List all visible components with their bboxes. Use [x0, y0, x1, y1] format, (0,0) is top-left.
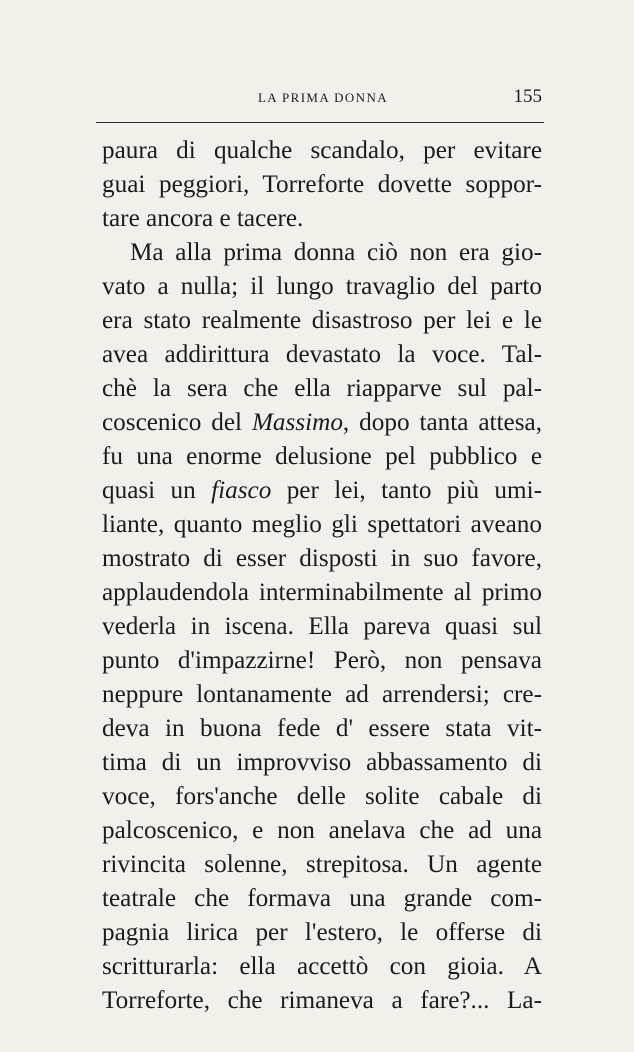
text-line: quasi un fiasco per lei, tanto più umi-	[102, 477, 542, 504]
text-line: applaudendola interminabilmente al primo	[102, 579, 542, 606]
text-line: chè la sera che ella riapparve sul pal-	[102, 375, 542, 402]
text-line: fu una enorme delusione pel pubblico e	[102, 443, 542, 470]
page-header	[104, 86, 542, 110]
text-line: vederla in iscena. Ella pareva quasi sul	[102, 613, 542, 640]
text-line: mostrato di esser disposti in suo favore,	[102, 545, 542, 572]
text-line: vato a nulla; il lungo travaglio del parto	[102, 273, 542, 300]
italic-term-massimo: Massimo	[251, 409, 343, 436]
page-number: 155	[513, 86, 542, 107]
running-title: LA PRIMA DONNA	[257, 90, 389, 105]
text-line: rivincita solenne, strepitosa. Un agente	[102, 851, 542, 878]
text-line: era stato realmente disastroso per lei e le	[102, 307, 542, 334]
text-line: pagnia lirica per l'estero, le offerse di	[102, 919, 542, 946]
text-line: palcoscenico, e non anelava che ad una	[102, 817, 542, 844]
text-line: neppure lontanamente ad arrendersi; cre-	[102, 681, 542, 708]
text-line: avea addirittura devastato la voce. Tal-	[102, 341, 542, 368]
text-line: paura di qualche scandalo, per evitare	[102, 137, 542, 164]
text-line: teatrale che formava una grande com-	[102, 885, 542, 912]
text-line: Torreforte, che rimaneva a fare?... La-	[102, 987, 542, 1014]
paragraph-first-line: Ma alla prima donna ciò non era gio-	[130, 239, 542, 266]
text-line: tare ancora e tacere.	[102, 205, 304, 232]
text-line: scritturarla: ella accettò con gioia. A	[102, 953, 542, 980]
header-rule	[96, 122, 544, 123]
text-line: guai peggiori, Torreforte dovette soppor-	[102, 171, 542, 198]
body-text	[102, 134, 542, 1018]
text-line: coscenico del Massimo, dopo tanta attesa,	[102, 409, 542, 436]
text-line: tima di un improvviso abbassamento di	[102, 749, 542, 776]
text-line: voce, fors'anche delle solite cabale di	[102, 783, 542, 810]
text-line: punto d'impazzirne! Però, non pensava	[102, 647, 542, 674]
text-line: liante, quanto meglio gli spettatori aveano	[102, 511, 542, 538]
italic-term-fiasco: fiasco	[211, 477, 272, 504]
text-line: deva in buona fede d' essere stata vit-	[102, 715, 542, 742]
